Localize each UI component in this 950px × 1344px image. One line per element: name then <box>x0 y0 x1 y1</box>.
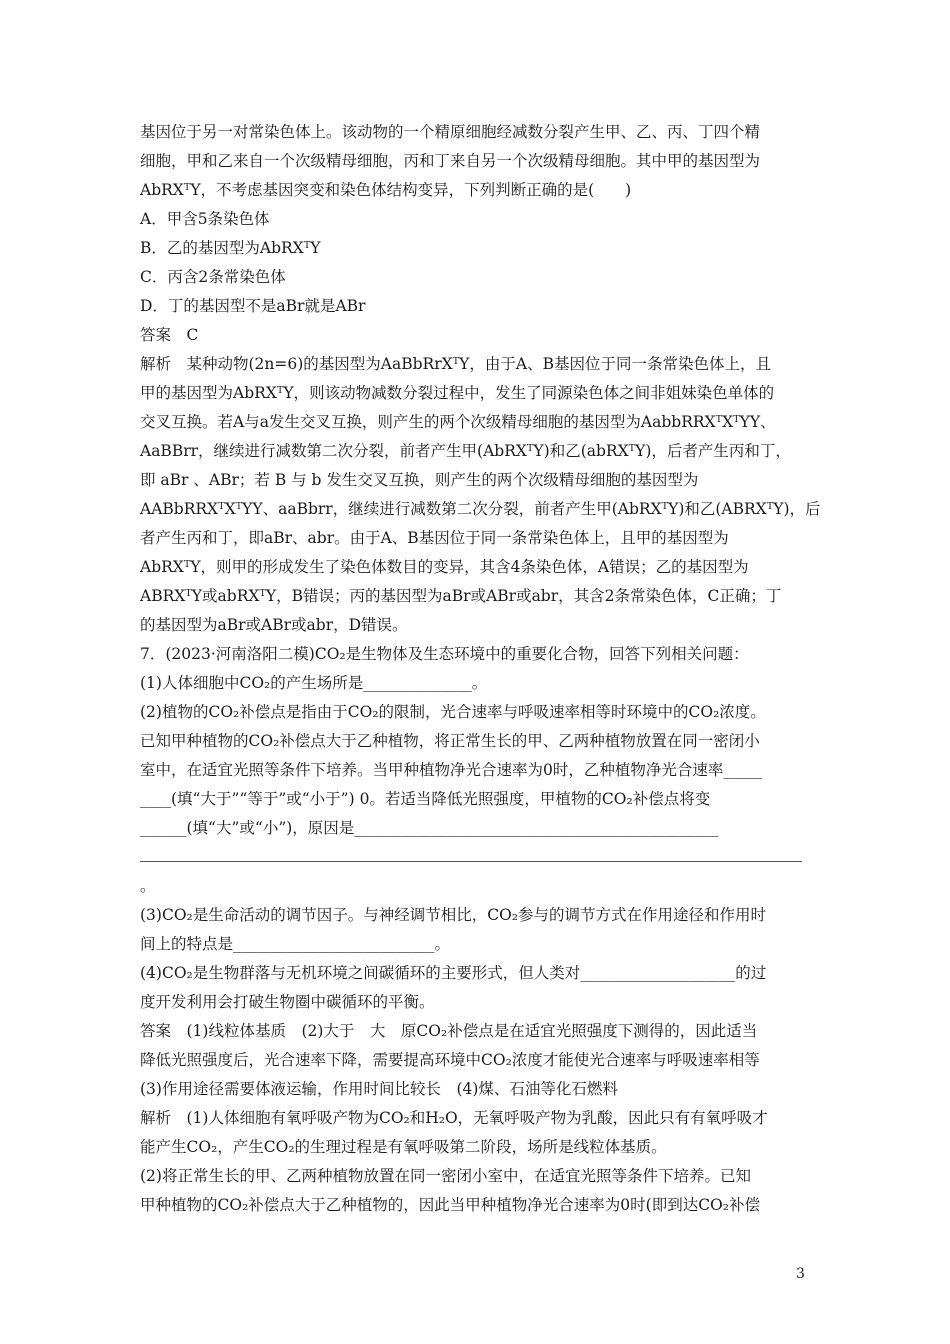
text-line: 。 <box>140 877 156 895</box>
analysis-line: 解析 (1)人体细胞有氧呼吸产物为CO₂和H₂O，无氧呼吸产物为乳酸，因此只有有氧呼吸才 <box>140 1109 768 1127</box>
answer-line: 答案 C <box>140 326 199 344</box>
text-line: 者产生丙和丁，即aBr、abr。由于A、B基因位于同一条常染色体上，且甲的基因型为 <box>140 529 729 547</box>
text-line: 室中，在适宜光照等条件下培养。当甲种植物净光合速率为0时，乙种植物净光合速率_____ <box>140 761 763 779</box>
text-line: 交叉互换。若A与a发生交叉互换，则产生的两个次级精母细胞的基因型为AabbRRXᵀXᵀYY、 <box>140 413 776 431</box>
text-line: (3)作用途径需要体液运输，作用时间比较长 (4)煤、石油等化石燃料 <box>140 1080 618 1098</box>
question-part-1: (1)人体细胞中CO₂的产生场所是______________。 <box>140 674 488 692</box>
question-title: 7．(2023·河南洛阳二模)CO₂是生物体及生态环境中的重要化合物，回答下列相关问题： <box>140 645 749 663</box>
page-number: 3 <box>796 1266 805 1282</box>
text-line: 降低光照强度后，光合速率下降，需要提高环境中CO₂浓度才能使光合速率与呼吸速率相等 <box>140 1051 760 1069</box>
question-part-2: (2)植物的CO₂补偿点是指由于CO₂的限制，光合速率与呼吸速率相等时环境中的CO₂浓度。 <box>140 703 766 721</box>
question-part-4: (4)CO₂是生物群落与无机环境之间碳循环的主要形式，但人类对____________________的过 <box>140 964 767 982</box>
text-line: ABRXᵀY或abRXᵀY，B错误；丙的基因型为aBr或ABr或abr，其含2条常染色体，C正确；丁 <box>140 587 782 605</box>
text-line: AaBBrr，继续进行减数第二次分裂，前者产生甲(AbRXᵀY)和乙(abRXᵀY)，后者产生丙和丁， <box>140 442 791 460</box>
text-line: 的基因型为aBr或ABr或abr，D错误。 <box>140 616 408 634</box>
option-c: C．丙含2条常染色体 <box>140 268 286 286</box>
blank-rule <box>140 861 802 862</box>
text-line: 即 aBr 、ABr；若 B 与 b 发生交叉互换，则产生的两个次级精母细胞的基因型为 <box>140 471 699 489</box>
document-body <box>140 118 821 1220</box>
text-line: 甲的基因型为AbRXᵀY，则该动物减数分裂过程中，发生了同源染色体之间非姐妹染色单体的 <box>140 384 775 402</box>
analysis-line: 解析 某种动物(2n=6)的基因型为AaBbRrXᵀY，由于A、B基因位于同一条常染色体上，且 <box>140 355 771 373</box>
text-line: AbRXᵀY，则甲的形成发生了染色体数目的变异，其含4条染色体，A错误；乙的基因型为 <box>140 558 749 576</box>
text-line: ______(填“大”或“小”)，原因是_______________________________________________ <box>140 819 719 837</box>
text-line: 基因位于另一对常染色体上。该动物的一个精原细胞经减数分裂产生甲、乙、丙、丁四个精 <box>140 123 761 141</box>
text-line: 细胞，甲和乙来自一个次级精母细胞，丙和丁来自另一个次级精母细胞。其中甲的基因型为 <box>140 152 761 170</box>
answer-blank-line <box>140 843 812 872</box>
text-line: 度开发利用会打破生物圈中碳循环的平衡。 <box>140 993 435 1011</box>
option-a: A．甲含5条染色体 <box>140 210 270 228</box>
text-line: 能产生CO₂，产生CO₂的生理过程是有氧呼吸第二阶段，场所是线粒体基质。 <box>140 1138 667 1156</box>
text-line: 间上的特点是__________________________。 <box>140 935 451 953</box>
text-line: 已知甲种植物的CO₂补偿点大于乙种植物，将正常生长的甲、乙两种植物放置在同一密闭小 <box>140 732 760 750</box>
text-line: AABbRRXᵀXᵀYY、aaBbrr，继续进行减数第二次分裂，前者产生甲(AbRXᵀY)和乙(ABRXᵀY)，后 <box>140 500 821 518</box>
option-b: B．乙的基因型为AbRXᵀY <box>140 239 321 257</box>
text-line: (2)将正常生长的甲、乙两种植物放置在同一密闭小室中，在适宜光照等条件下培养。已知 <box>140 1167 751 1185</box>
option-d: D．丁的基因型不是aBr就是ABr <box>140 297 366 315</box>
text-line: 甲种植物的CO₂补偿点大于乙种植物的，因此当甲种植物净光合速率为0时(即到达CO₂补偿 <box>140 1196 760 1214</box>
question-part-3: (3)CO₂是生命活动的调节因子。与神经调节相比，CO₂参与的调节方式在作用途径和作用时 <box>140 906 767 924</box>
text-line: ____(填“大于”“等于”或“小于”) 0。若适当降低光照强度，甲植物的CO₂补偿点将变 <box>140 790 711 808</box>
answer-line: 答案 (1)线粒体基质 (2)大于 大 原CO₂补偿点是在适宜光照强度下测得的，因此适当 <box>140 1022 758 1040</box>
text-line: AbRXᵀY，不考虑基因突变和染色体结构变异，下列判断正确的是( ) <box>140 181 632 199</box>
